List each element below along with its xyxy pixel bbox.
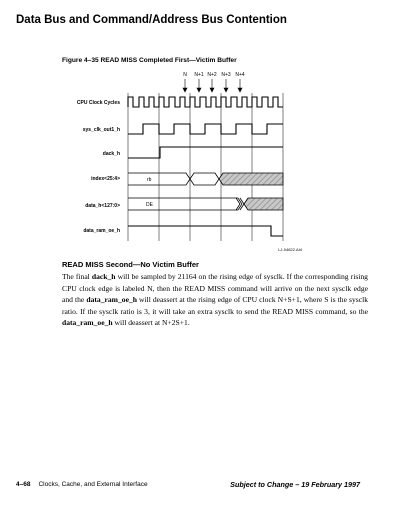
figure-caption: Figure 4–35 READ MISS Completed First—Victim Buffer: [62, 57, 237, 64]
edge-label-n1: N+1: [194, 72, 204, 78]
data-ram-oe-waveform: [128, 226, 283, 236]
page-number: 4–68: [16, 481, 31, 488]
signal-name-data-ram-oe: data_ram_oe_h: [62, 318, 113, 327]
signal-label-data: data_h<127:0>: [85, 203, 120, 209]
edge-label-n2: N+2: [207, 72, 217, 78]
dack-waveform: [128, 147, 283, 158]
signal-label-dack: dack_h: [102, 151, 120, 157]
signal-label-sys-clk: sys_clk_out1_h: [82, 127, 120, 133]
edge-arrows: [183, 79, 242, 92]
edge-label-n4: N+4: [235, 72, 245, 78]
edge-label-n: N: [183, 72, 187, 78]
page-header-title: Data Bus and Command/Address Bus Contention: [16, 14, 287, 26]
signal-label-data-ram-oe: data_ram_oe_h: [83, 228, 120, 234]
signal-name-dack: dack_h: [91, 272, 116, 281]
signal-name-data-ram-oe: data_ram_oe_h: [86, 295, 137, 304]
edge-label-n3: N+3: [221, 72, 231, 78]
timing-grid: [128, 93, 283, 241]
page-footer-left: [16, 481, 148, 488]
chapter-title: Clocks, Cache, and External Interface: [38, 481, 148, 488]
data-bus-value: DE: [146, 202, 153, 208]
section-heading: READ MISS Second—No Victim Buffer: [62, 260, 199, 269]
body-paragraph: The final dack_h will be sampled by 21164 on the rising edge of sysclk. If the corresponding rising CPU clock edge is labeled N, then the READ MISS command will arrive on the next sysclk edge and the data_ram_oe_h will deassert at the rising edge of CPU clock N+S+1, where S is the sysclk ratio. If the sysclk ratio is 3, it will take an extra sysclk to send the READ MISS command, so the data_ram_oe_h will deassert at N+2S+1.: [62, 272, 368, 327]
signal-label-index: index<25:4>: [91, 176, 120, 182]
sys-clk-waveform: [128, 124, 283, 134]
index-bus-value: rb: [147, 177, 152, 183]
signal-label-cpu-clock: CPU Clock Cycles: [76, 100, 120, 106]
figure-id: LJ-04622.AI4: [278, 247, 302, 252]
page-footer-notice: Subject to Change – 19 February 1997: [230, 480, 360, 489]
cpu-clock-waveform: [128, 97, 283, 107]
